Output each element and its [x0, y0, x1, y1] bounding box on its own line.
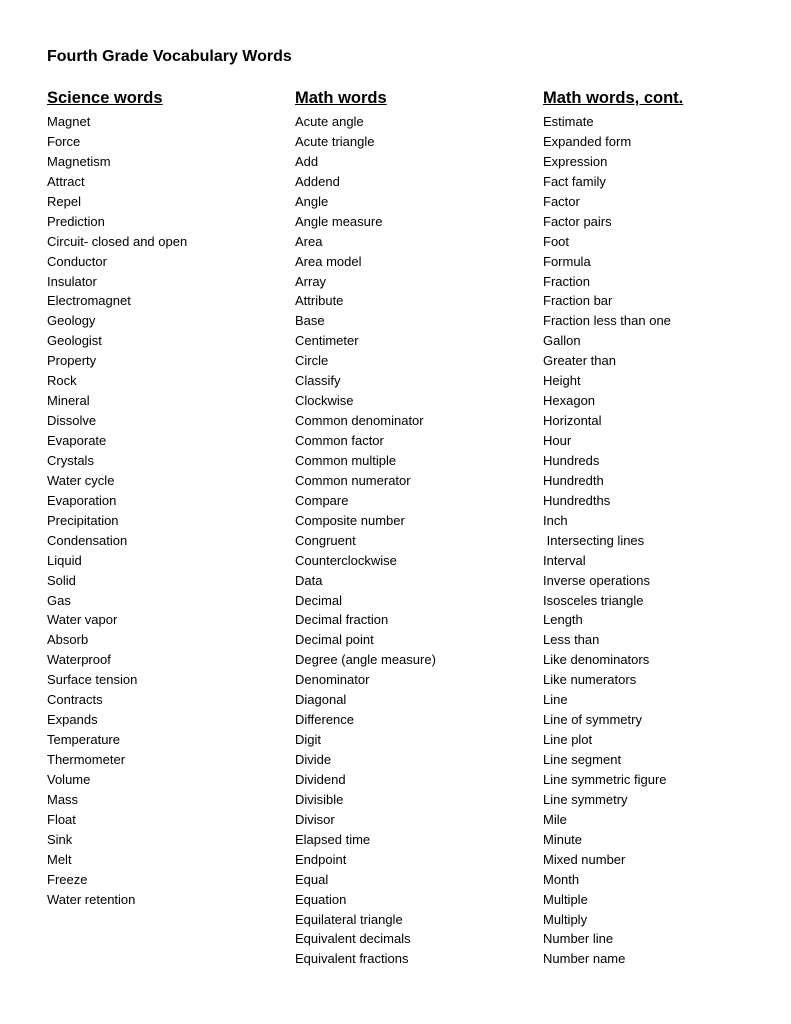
vocabulary-word: Fraction	[543, 273, 590, 289]
vocabulary-word: Denominator	[295, 672, 370, 688]
vocabulary-word: Gallon	[543, 333, 581, 349]
vocabulary-word: Geology	[47, 313, 96, 329]
column-heading: Science words	[47, 89, 163, 107]
vocabulary-word: Waterproof	[47, 652, 111, 668]
vocabulary-word: Expanded form	[543, 133, 632, 149]
vocabulary-word: Equivalent fractions	[295, 951, 409, 967]
vocabulary-word: Factor	[543, 193, 580, 209]
vocabulary-word: Temperature	[47, 732, 120, 748]
vocabulary-word: Line	[543, 692, 568, 708]
vocabulary-word: Compare	[295, 492, 349, 508]
vocabulary-word: Volume	[47, 771, 91, 787]
vocabulary-word: Liquid	[47, 552, 82, 568]
vocabulary-word: Expression	[543, 153, 608, 169]
document-title: Fourth Grade Vocabulary Words	[47, 48, 292, 65]
vocabulary-word: Isosceles triangle	[543, 592, 644, 608]
vocabulary-word: Data	[295, 572, 323, 588]
vocabulary-word: Area model	[295, 253, 362, 269]
vocabulary-word: Equation	[295, 891, 347, 907]
vocabulary-word: Thermometer	[47, 752, 126, 767]
vocabulary-word: Angle	[295, 193, 329, 209]
vocabulary-word: Inch	[543, 512, 568, 528]
vocabulary-word: Inverse operations	[543, 572, 650, 588]
math-words-cont-column	[543, 87, 783, 969]
vocabulary-word: Height	[543, 373, 581, 389]
vocabulary-word: Line symmetric figure	[543, 771, 667, 787]
vocabulary-word: Like numerators	[543, 672, 637, 688]
vocabulary-word: Circuit- closed and open	[47, 233, 188, 249]
vocabulary-word: Common denominator	[295, 413, 424, 429]
vocabulary-word: Classify	[295, 373, 341, 389]
vocabulary-word: Fact family	[543, 173, 606, 189]
word-list	[47, 112, 287, 910]
vocabulary-word: Force	[47, 133, 81, 149]
vocabulary-word: Contracts	[47, 692, 103, 708]
vocabulary-word: Centimeter	[295, 333, 359, 349]
vocabulary-word: Water vapor	[47, 612, 118, 628]
vocabulary-word: Fraction less than one	[543, 313, 671, 329]
vocabulary-word: Angle measure	[295, 213, 383, 229]
vocabulary-word: Absorb	[47, 632, 89, 648]
vocabulary-word: Horizontal	[543, 413, 602, 429]
vocabulary-word: Number name	[543, 951, 626, 967]
vocabulary-word: Estimate	[543, 114, 594, 129]
vocabulary-word: Hexagon	[543, 393, 596, 409]
vocabulary-word: Electromagnet	[47, 293, 131, 309]
vocabulary-word: Formula	[543, 253, 591, 269]
word-list	[295, 112, 535, 969]
vocabulary-word: Decimal fraction	[295, 612, 389, 628]
vocabulary-word: Difference	[295, 712, 355, 728]
vocabulary-word: Dividend	[295, 771, 346, 787]
vocabulary-word: Base	[295, 313, 325, 329]
vocabulary-word: Sink	[47, 831, 73, 847]
vocabulary-word: Insulator	[47, 273, 97, 289]
vocabulary-word: Hundreds	[543, 452, 600, 468]
vocabulary-word: Acute triangle	[295, 133, 375, 149]
vocabulary-word: Float	[47, 811, 76, 827]
vocabulary-word: Area	[295, 233, 323, 249]
vocabulary-word: Common factor	[295, 433, 384, 448]
vocabulary-word: Intersecting lines	[543, 532, 645, 548]
vocabulary-word: Foot	[543, 233, 570, 249]
vocabulary-word: Add	[295, 153, 319, 169]
vocabulary-word: Repel	[47, 193, 81, 209]
vocabulary-word: Circle	[295, 353, 329, 369]
vocabulary-word: Melt	[47, 851, 72, 867]
vocabulary-word: Diagonal	[295, 692, 347, 708]
vocabulary-word: Elapsed time	[295, 831, 371, 847]
vocabulary-word: Crystals	[47, 452, 94, 468]
vocabulary-word: Line segment	[543, 752, 622, 767]
vocabulary-word: Decimal	[295, 592, 342, 608]
vocabulary-word: Hundredths	[543, 492, 611, 508]
vocabulary-word: Conductor	[47, 253, 107, 269]
vocabulary-word: Mile	[543, 811, 567, 827]
vocabulary-word: Divisible	[295, 791, 344, 807]
vocabulary-word: Degree (angle measure)	[295, 652, 436, 668]
vocabulary-word: Composite number	[295, 512, 405, 528]
vocabulary-word: Equivalent decimals	[295, 931, 411, 947]
vocabulary-word: Like denominators	[543, 652, 650, 668]
vocabulary-word: Common numerator	[295, 472, 411, 488]
vocabulary-word: Mixed number	[543, 851, 626, 867]
vocabulary-word: Clockwise	[295, 393, 354, 409]
vocabulary-word: Geologist	[47, 333, 102, 349]
vocabulary-word: Gas	[47, 592, 71, 608]
vocabulary-word: Endpoint	[295, 851, 347, 867]
vocabulary-word: Freeze	[47, 871, 88, 887]
vocabulary-word: Evaporation	[47, 492, 117, 508]
vocabulary-word: Evaporate	[47, 433, 107, 448]
vocabulary-word: Acute angle	[295, 114, 364, 129]
science-words-column	[47, 87, 287, 910]
vocabulary-word: Common multiple	[295, 452, 397, 468]
vocabulary-word: Divisor	[295, 811, 335, 827]
vocabulary-word: Decimal point	[295, 632, 374, 648]
vocabulary-word: Multiple	[543, 891, 588, 907]
vocabulary-word: Line plot	[543, 732, 593, 748]
vocabulary-word: Hour	[543, 433, 572, 448]
column-heading: Math words	[295, 89, 387, 107]
math-words-column	[295, 87, 535, 969]
vocabulary-word: Prediction	[47, 213, 105, 229]
vocabulary-word: Fraction bar	[543, 293, 613, 309]
vocabulary-word: Equilateral triangle	[295, 911, 403, 927]
vocabulary-word: Minute	[543, 831, 583, 847]
vocabulary-word: Magnet	[47, 114, 91, 129]
vocabulary-word: Water retention	[47, 891, 136, 907]
vocabulary-word: Addend	[295, 173, 340, 189]
vocabulary-word: Mass	[47, 791, 79, 807]
vocabulary-word: Property	[47, 353, 97, 369]
vocabulary-word: Greater than	[543, 353, 616, 369]
column-heading: Math words, cont.	[543, 89, 684, 107]
vocabulary-word: Hundredth	[543, 472, 604, 488]
vocabulary-word: Rock	[47, 373, 77, 389]
vocabulary-word: Attribute	[295, 293, 344, 309]
vocabulary-word: Interval	[543, 552, 586, 568]
vocabulary-word: Less than	[543, 632, 600, 648]
vocabulary-word: Array	[295, 273, 327, 289]
vocabulary-word: Digit	[295, 732, 322, 748]
vocabulary-word: Condensation	[47, 532, 128, 548]
vocabulary-word: Precipitation	[47, 512, 119, 528]
vocabulary-word: Line of symmetry	[543, 712, 642, 728]
vocabulary-word: Congruent	[295, 532, 356, 548]
vocabulary-word: Month	[543, 871, 580, 887]
vocabulary-word: Multiply	[543, 911, 588, 927]
vocabulary-word: Expands	[47, 712, 98, 728]
vocabulary-word: Line symmetry	[543, 791, 628, 807]
vocabulary-word: Equal	[295, 871, 329, 887]
vocabulary-word: Surface tension	[47, 672, 138, 688]
vocabulary-word: Magnetism	[47, 153, 111, 169]
vocabulary-word: Number line	[543, 931, 614, 947]
vocabulary-word: Mineral	[47, 393, 90, 409]
vocabulary-word: Counterclockwise	[295, 552, 397, 568]
vocabulary-word: Factor pairs	[543, 213, 612, 229]
vocabulary-word: Dissolve	[47, 413, 97, 429]
vocabulary-word: Length	[543, 612, 583, 628]
word-list	[543, 112, 783, 969]
vocabulary-word: Divide	[295, 752, 332, 767]
vocabulary-word: Solid	[47, 572, 76, 588]
vocabulary-word: Attract	[47, 173, 85, 189]
vocabulary-word: Water cycle	[47, 472, 115, 488]
